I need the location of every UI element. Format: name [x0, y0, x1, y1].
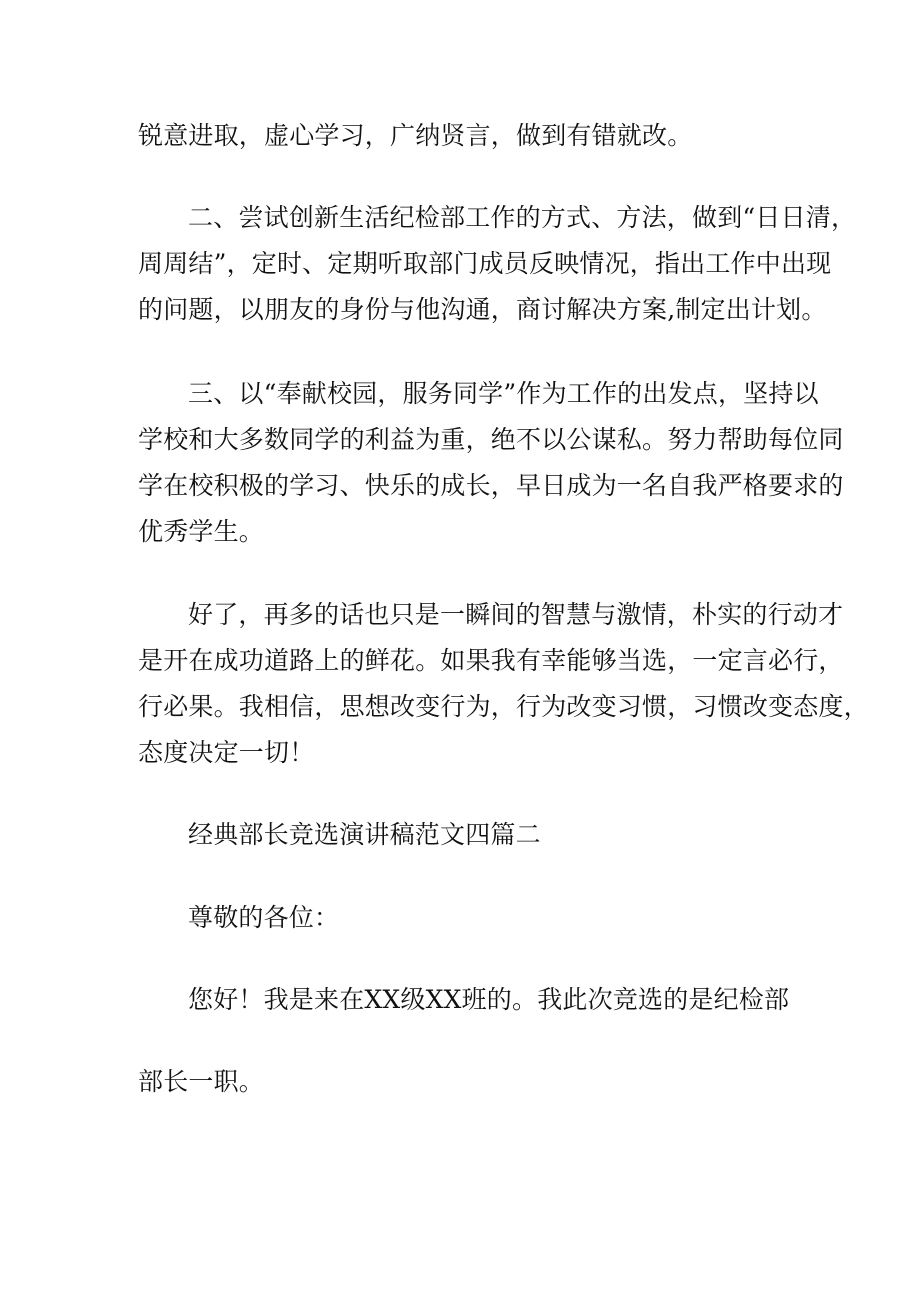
paragraph-4-line-2: 是开在成功道路上的鲜花。如果我有幸能够当选，一定言必行， [138, 646, 844, 675]
paragraph-2-line-2: 周周结”，定时、定期听取部门成员反映情况，指出工作中出现 [138, 249, 832, 278]
paragraph-3-line-1: 三、以“奉献校园，服务同学”作为工作的出发点，坚持以 [188, 379, 819, 408]
paragraph-3-line-3: 学在校积极的学习、快乐的成长，早日成为一名自我严格要求的 [138, 471, 844, 500]
paragraph-4-line-1: 好了，再多的话也只是一瞬间的智慧与激情，朴实的行动才 [188, 600, 844, 629]
greeting: 尊敬的各位： [188, 903, 340, 932]
intro-line-2: 部长一职。 [138, 1067, 265, 1096]
paragraph-2-line-1: 二、尝试创新生活纪检部工作的方式、方法，做到“日日清， [188, 203, 857, 232]
paragraph-1-line-1: 锐意进取，虚心学习，广纳贤言，做到有错就改。 [138, 121, 693, 150]
section-heading: 经典部长竞选演讲稿范文四篇二 [188, 820, 541, 849]
paragraph-3-line-4: 优秀学生。 [138, 517, 265, 546]
paragraph-4-line-4: 态度决定一切！ [138, 738, 315, 767]
intro-line-1: 您好！我是来在XX级XX班的。我此次竞选的是纪检部 [188, 985, 790, 1014]
paragraph-2-line-3: 的问题，以朋友的身份与他沟通，商讨解决方案,制定出计划。 [138, 295, 827, 324]
paragraph-4-line-3: 行必果。我相信，思想改变行为，行为改变习惯，习惯改变态度， [138, 692, 869, 721]
paragraph-3-line-2: 学校和大多数同学的利益为重，绝不以公谋私。努力帮助每位同 [138, 425, 844, 454]
